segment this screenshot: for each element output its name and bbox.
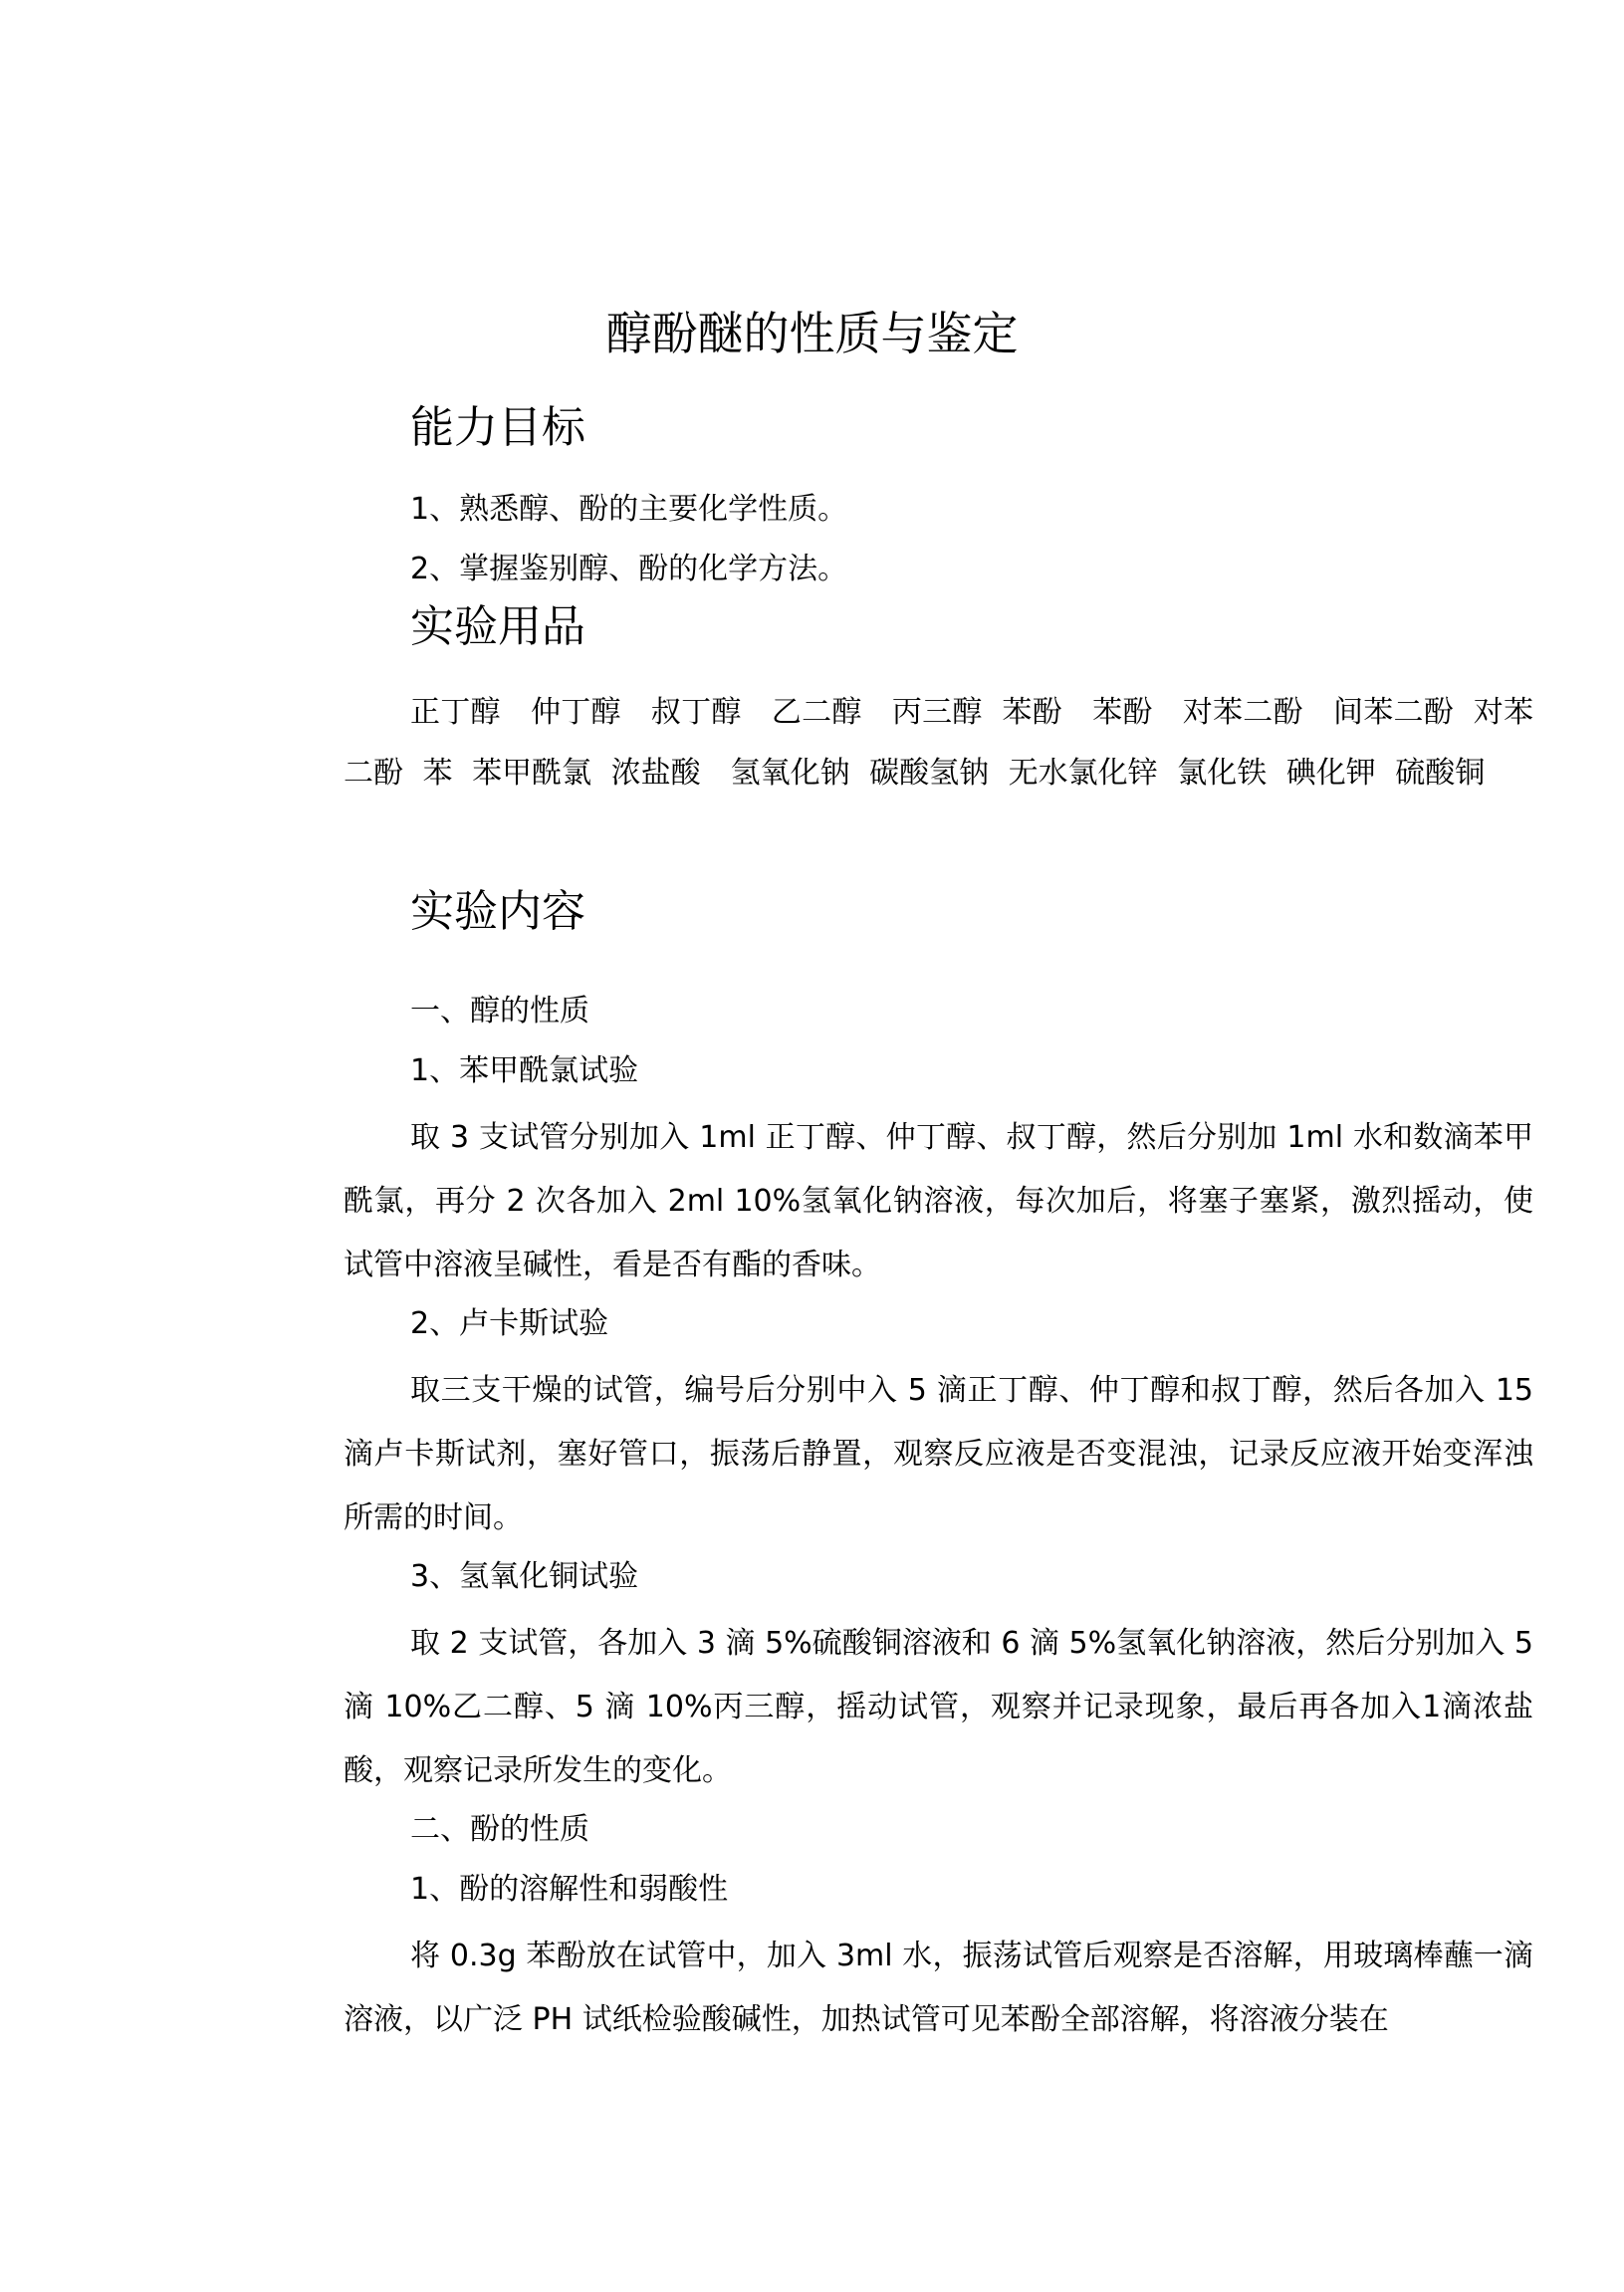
materials-heading: 实验用品 bbox=[410, 601, 585, 652]
part2-exp1-title: 1、酚的溶解性和弱酸性 bbox=[410, 1872, 729, 1907]
part1-heading: 一、醇的性质 bbox=[410, 994, 589, 1029]
part2-heading: 二、酚的性质 bbox=[410, 1812, 589, 1847]
goal-item-2: 2、掌握鉴别醇、酚的化学方法。 bbox=[410, 552, 848, 586]
exp3-title: 3、氢氧化铜试验 bbox=[410, 1559, 639, 1594]
materials-list: 正丁醇 仲丁醇 叔丁醇 乙二醇 丙三醇 苯酚 苯酚 对苯二酚 间苯二酚 对苯二酚 苯 苯甲酰氯 浓盐酸 氢氧化钠 碳酸氢钠 无水氯化锌 氯化铁 碘化钾 硫酸铜 bbox=[344, 695, 1533, 791]
content-heading: 实验内容 bbox=[410, 886, 585, 937]
goals-heading: 能力目标 bbox=[410, 402, 585, 453]
goal-item-1: 1、熟悉醇、酚的主要化学性质。 bbox=[410, 492, 848, 527]
exp1-title: 1、苯甲酰氯试验 bbox=[410, 1053, 639, 1088]
document-title: 醇酚醚的性质与鉴定 bbox=[605, 307, 1019, 360]
part2-exp1-text: 将 0.3g 苯酚放在试管中，加入 3ml 水，振荡试管后观察是否溶解，用玻璃棒蘸一滴溶液，以广泛 PH 试纸检验酸碱性，加热试管可见苯酚全部溶解，将溶液分装在 bbox=[344, 1939, 1533, 2037]
exp3-text: 取 2 支试管，各加入 3 滴 5%硫酸铜溶液和 6 滴 5%氢氧化钠溶液，然后分别加入 5 滴 10%乙二醇、5 滴 10%丙三醇，摇动试管，观察并记录现象，最后再各加入1滴浓盐酸，观察记录所发生的变化。 bbox=[344, 1626, 1533, 1788]
exp2-text: 取三支干燥的试管，编号后分别中入 5 滴正丁醇、仲丁醇和叔丁醇，然后各加入 15 滴卢卡斯试剂，塞好管口，振荡后静置，观察反应液是否变混浊，记录反应液开始变浑浊所需的时间。 bbox=[344, 1373, 1533, 1535]
exp1-text: 取 3 支试管分别加入 1ml 正丁醇、仲丁醇、叔丁醇，然后分别加 1ml 水和数滴苯甲酰氯，再分 2 次各加入 2ml 10%氢氧化钠溶液，每次加后，将塞子塞紧，激烈摇动，使试管中溶液呈碱性，看是否有酯的香味。 bbox=[344, 1120, 1533, 1282]
exp2-title: 2、卢卡斯试验 bbox=[410, 1306, 609, 1341]
